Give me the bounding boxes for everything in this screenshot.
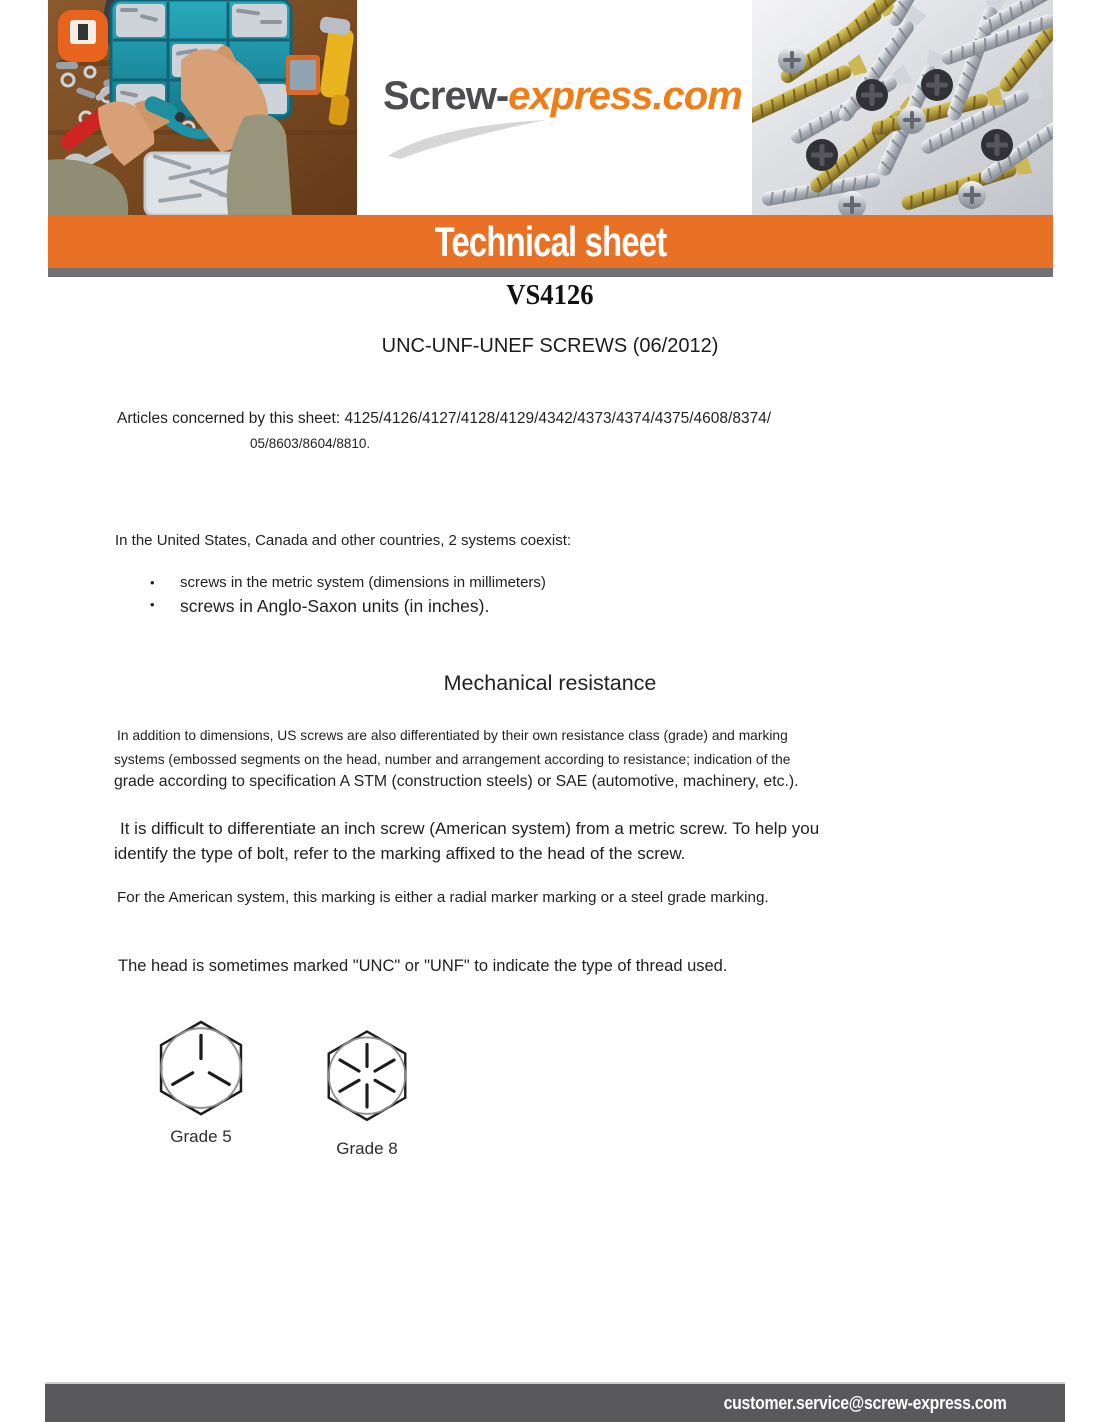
intro-paragraph: In the United States, Canada and other countries, 2 systems coexist: [115,532,572,549]
screws-pile-photo [752,0,1053,215]
technical-sheet-banner [48,215,1053,268]
articles-line-1: Articles concerned by this sheet: 4125/4126/4127/4128/4129/4342/4373/4374/4375/4608/8374/ [117,410,772,427]
document-code-text: VS4126 [506,280,594,311]
resistance-paragraph-line2: systems (embossed segments on the head, number and arrangement according to resistance; indication of the [114,752,791,767]
systems-bullet-list [150,574,546,622]
differentiate-paragraph-line1: It is difficult to differentiate an inch screw (American system) from a metric screw. To help you [120,819,820,838]
resistance-paragraph-line1: In addition to dimensions, US screws are also differentiated by their own resistance class (grade) and marking [117,728,788,743]
workbench-photo [48,0,357,215]
section-heading-mechanical-resistance: Mechanical resistance [443,671,657,695]
american-system-paragraph: For the American system, this marking is either a radial marker marking or a steel grade marking. [117,889,769,906]
footer-bar [45,1382,1065,1422]
grade-8-label: Grade 8 [336,1139,398,1158]
customer-service-email: customer.service@screw-express.com [724,1392,1007,1413]
head-marked-paragraph: The head is sometimes marked "UNC" or "UNF" to indicate the type of thread used. [118,957,728,975]
grade-8-head-marking-icon [321,1029,413,1126]
grade-5-head-marking-icon [153,1020,249,1120]
bullet-metric-system: • screws in the metric system (dimensions in millimeters) [150,574,546,591]
logo-swoosh-icon [386,116,551,160]
logo-text-orange: express.com [508,74,742,118]
header-divider-bar [48,268,1053,277]
grade-5-label: Grade 5 [170,1127,232,1146]
page-header [48,0,1053,215]
differentiate-paragraph-line2: identify the type of bolt, refer to the marking affixed to the head of the screw. [114,844,686,863]
site-logo [383,74,753,119]
banner-title: Technical sheet [434,217,667,265]
document-code [0,278,1100,313]
resistance-paragraph-line3: grade according to specification A STM (construction steels) or SAE (automotive, machinery, etc.). [114,773,799,790]
bullet-anglo-saxon: • screws in Anglo-Saxon units (in inches). [150,596,546,617]
document-title: UNC-UNF-UNEF SCREWS (06/2012) [381,335,719,357]
articles-line-2: 05/8603/8604/8810. [250,436,371,451]
logo-text-gray: Screw- [383,74,509,118]
